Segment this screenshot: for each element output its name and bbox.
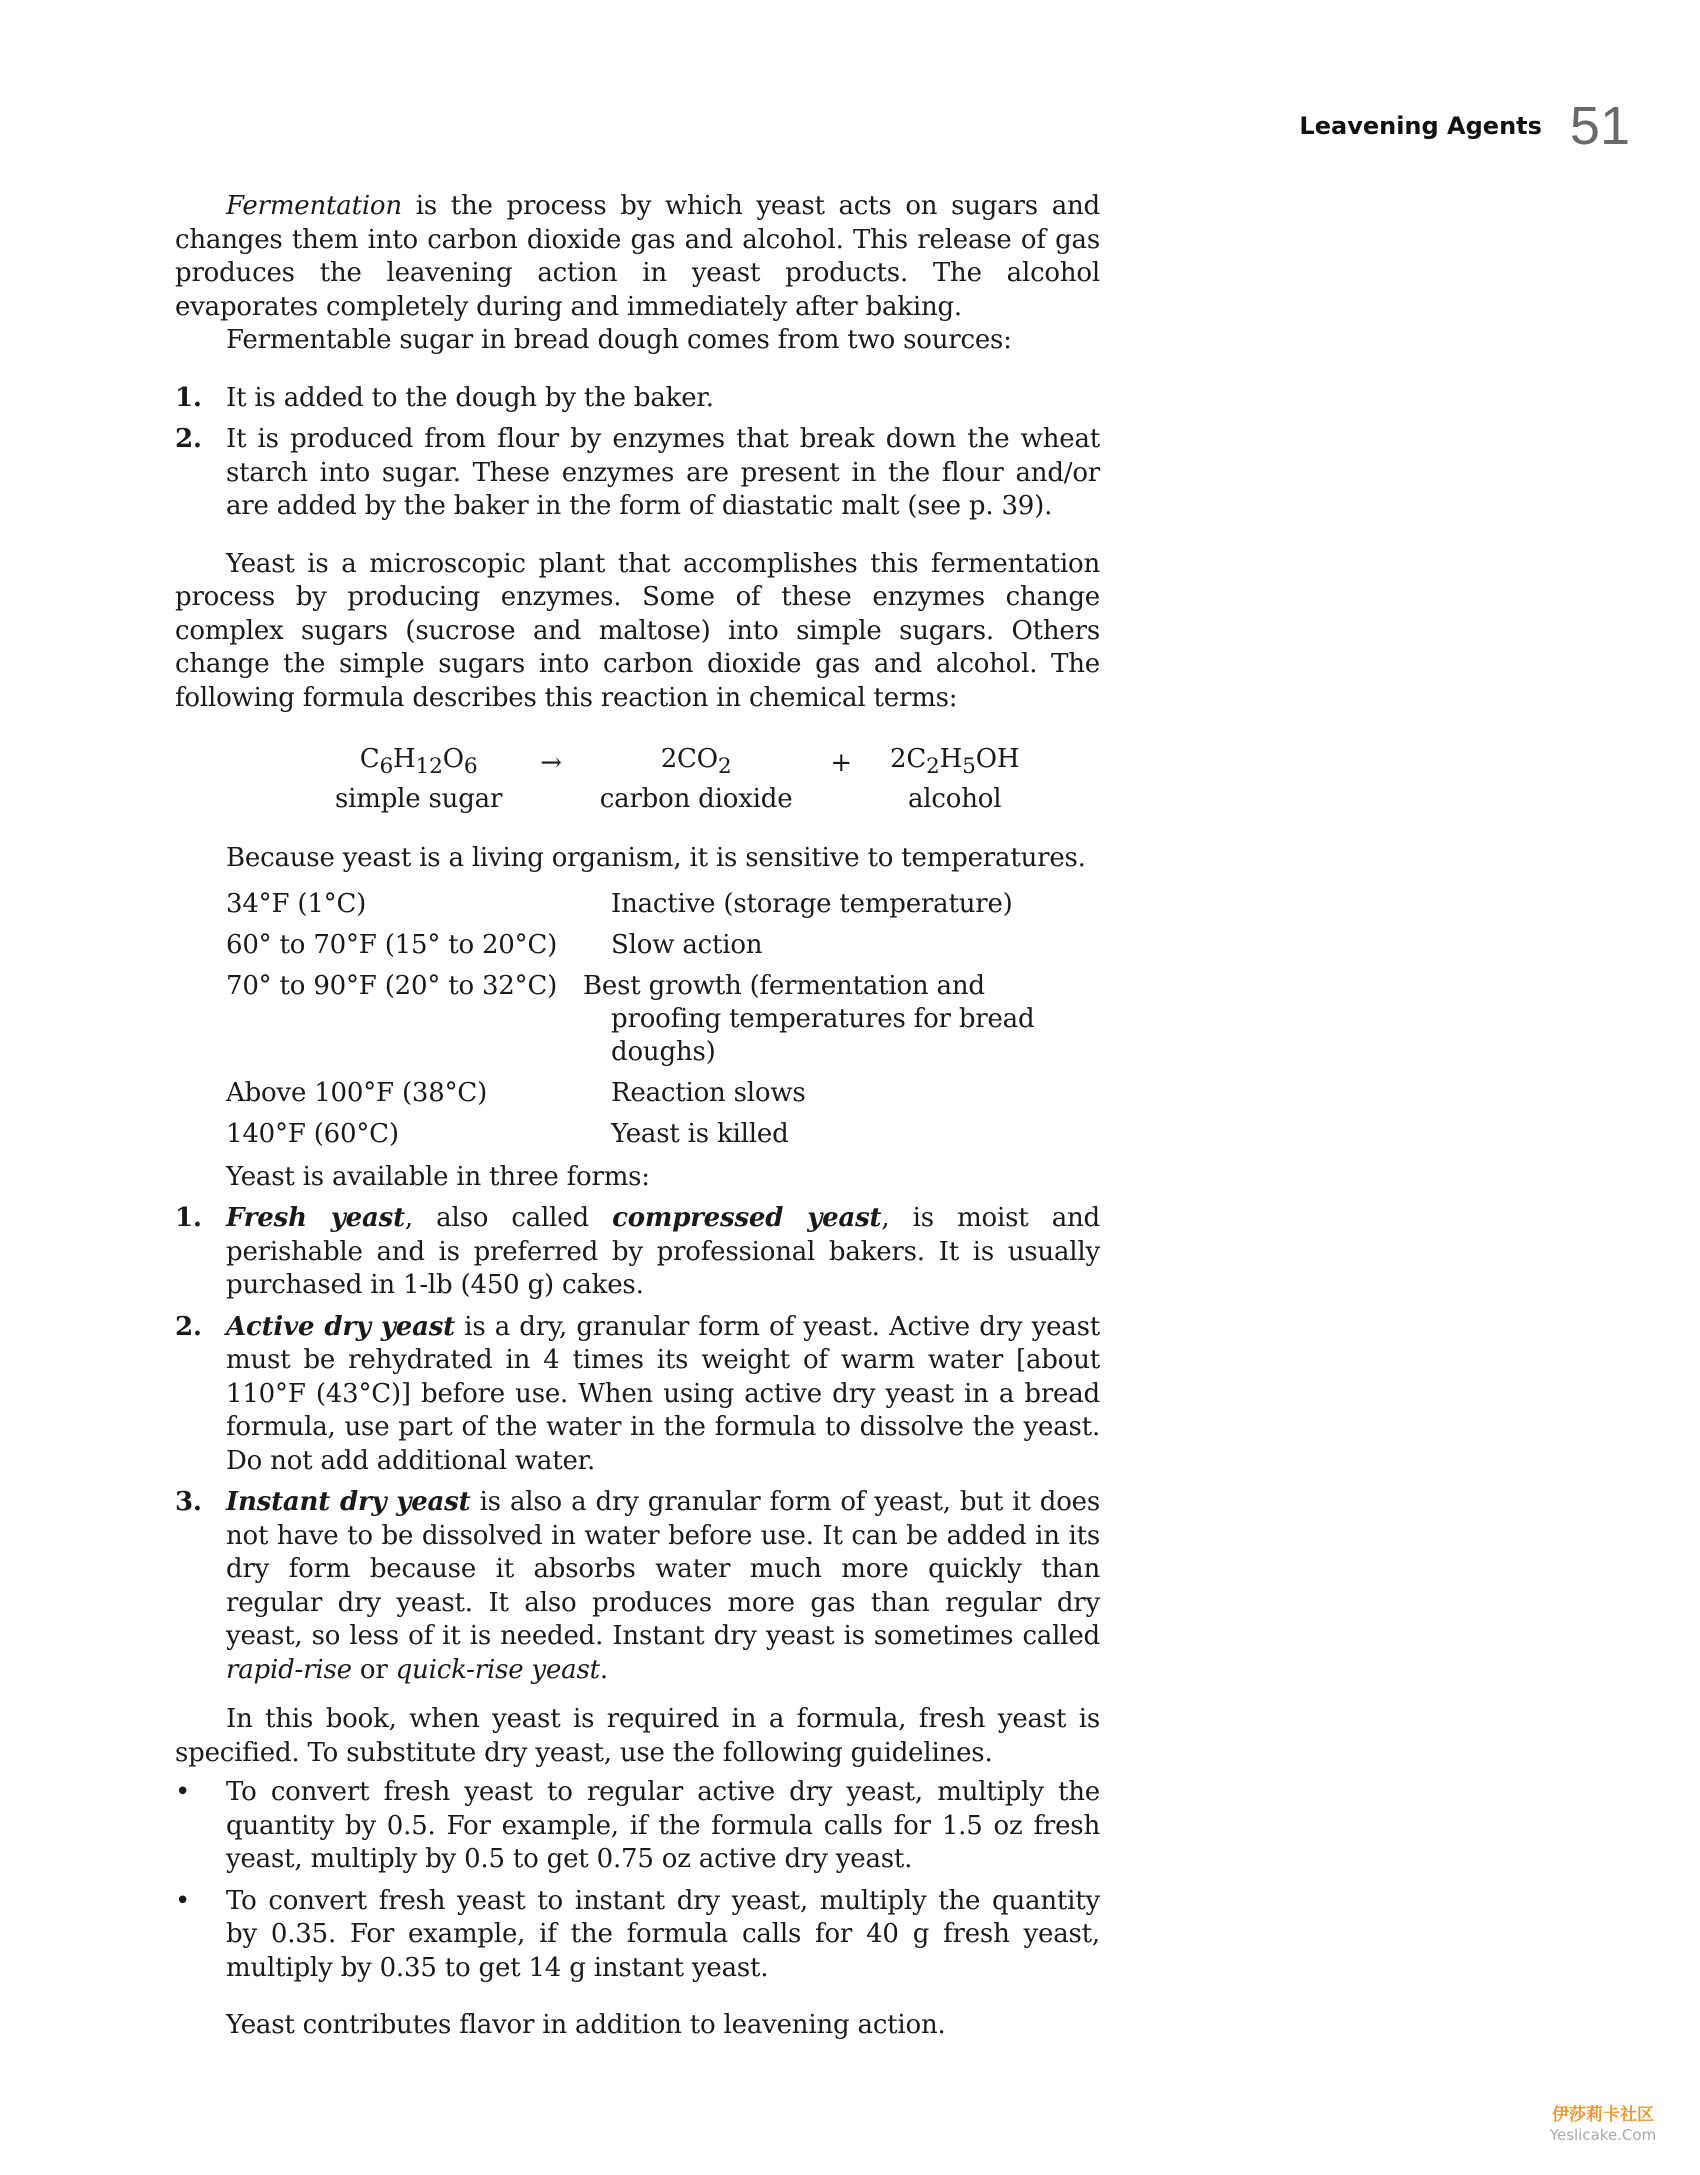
guidelines-list [175, 1776, 1100, 1985]
product2-label: alcohol [907, 784, 1002, 815]
list-item: 1. It is added to the dough by the baker. [175, 382, 1100, 416]
list-item: • To convert fresh yeast to instant dry yeast, multiply the quantity by 0.35. For example, if the formula calls for 40 g fresh yeast, multiply by 0.35 to get 14 g instant yeast. [175, 1885, 1100, 1986]
table-row [226, 1114, 1100, 1155]
table-row [226, 966, 1100, 1073]
bullet-icon: • [175, 1777, 191, 1808]
description-cell: Inactive (storage temperature) [611, 888, 1013, 919]
list-number: 2. [175, 424, 202, 454]
co2-formula: $2CO_2$ [660, 744, 732, 780]
bullet-icon: • [175, 1885, 191, 1916]
list-item: 1. Fresh yeast, also called compressed yeast, is moist and perishable and is preferred by professional bakers. It is usually purchased in 1-lb (450 g) cakes. [175, 1202, 1100, 1303]
temperature-intro: Because yeast is a living organism, it is sensitive to temperatures. [226, 843, 1086, 874]
watermark-line2: Yeslicake.Com [1549, 2126, 1657, 2144]
watermark-line1: 伊莎莉卡社区 [1552, 2105, 1654, 2125]
description-cell: Best growth (fermentation and proofing temperatures for bread doughs) [583, 970, 1035, 1067]
chemical-formula [315, 743, 1039, 816]
fermentation-paragraph: Fermentation is the process by which yeast acts on sugars and changes them into carbon dioxide gas and alcohol. This release of gas produces the leavening action in yeast products. The alcohol evaporates completely during and immediately after baking. [175, 191, 1100, 322]
temperature-cell: 34°F (1°C) [226, 888, 367, 919]
flavor-paragraph: Yeast contributes flavor in addition to leavening action. [226, 2010, 946, 2041]
substitution-paragraph: In this book, when yeast is required in a formula, fresh yeast is specified. To substitute dry yeast, use the following guidelines. [175, 1704, 1100, 1768]
sugar-sources-intro: Fermentable sugar in bread dough comes from two sources: [226, 325, 1012, 355]
yeast-forms-intro: Yeast is available in three forms: [226, 1161, 650, 1192]
watermark [1528, 2104, 1678, 2145]
page-body [175, 190, 1100, 2043]
description-cell: Reaction slows [611, 1077, 806, 1108]
page-number: 51 [1569, 96, 1630, 156]
temperature-table [226, 884, 1100, 1155]
yeast-forms-list [175, 1202, 1100, 1687]
list-item: • To convert fresh yeast to regular active dry yeast, multiply the quantity by 0.5. For example, if the formula calls for 1.5 oz fresh yeast, multiply by 0.5 to get 0.75 oz active dry yeast. [175, 1776, 1100, 1877]
list-item: 2. Active dry yeast is a dry, granular form of yeast. Active dry yeast must be rehydrated in 4 times its weight of warm water [about 110°F (43°C)] before use. When using active dry yeast in a bread formula, use part of the water in the formula to dissolve the yeast. Do not add additional water. [175, 1311, 1100, 1479]
yeast-paragraph: Yeast is a microscopic plant that accomplishes this fermentation process by producing enzymes. Some of these enzymes change complex sugars (sucrose and maltose) into simple sugars. Others change the simple sugars into carbon dioxide gas and alcohol. The following formula describes this reaction in chemical terms: [175, 548, 1100, 713]
temperature-cell: 60° to 70°F (15° to 20°C) [226, 929, 558, 960]
compressed-yeast-term: compressed yeast [612, 1203, 882, 1234]
list-item: 2. It is produced from flour by enzymes that break down the wheat starch into sugar. These enzymes are present in the flour and/or are added by the baker in the form of diastatic malt (see p. 39). [175, 423, 1100, 524]
list-number: 1. [175, 382, 202, 413]
list-number: 1. [175, 1203, 202, 1234]
list-number: 3. [175, 1487, 202, 1518]
plus-sign: + [830, 747, 852, 778]
sugar-sources-list [175, 382, 1100, 524]
temperature-cell: 140°F (60°C) [226, 1118, 399, 1149]
list-item: 3. Instant dry yeast is also a dry granular form of yeast, but it does not have to be dissolved in water before use. It can be added in its dry form because it absorbs water much more quickly than regular dry yeast. It also produces more gas than regular dry yeast, so less of it is needed. Instant dry yeast is sometimes called rapid-rise or quick-rise yeast. [175, 1486, 1100, 1687]
table-row [226, 884, 1100, 925]
page-header [930, 96, 1630, 156]
reaction-arrow: → [540, 747, 562, 778]
product1-label: carbon dioxide [599, 784, 793, 815]
temperature-cell: 70° to 90°F (20° to 32°C) [226, 970, 558, 1001]
fresh-yeast-term: Fresh yeast [226, 1203, 405, 1234]
description-cell: Yeast is killed [611, 1118, 789, 1149]
instant-dry-yeast-term: Instant dry yeast [226, 1487, 471, 1518]
formula-labels-row [315, 783, 1039, 816]
description-cell: Slow action [611, 929, 763, 960]
list-number: 2. [175, 1311, 202, 1342]
table-row [226, 1073, 1100, 1114]
ethanol-formula: $2C_2H_5OH$ [890, 744, 1020, 780]
reactant-label: simple sugar [335, 784, 503, 815]
active-dry-yeast-term: Active dry yeast [226, 1311, 455, 1342]
glucose-formula: $C_6H_{12}O_6$ [359, 744, 478, 780]
temperature-cell: Above 100°F (38°C) [226, 1077, 488, 1108]
table-row [226, 925, 1100, 966]
formula-row [315, 743, 1039, 783]
running-head-title: Leavening Agents [1299, 112, 1542, 140]
fermentation-term: Fermentation [226, 191, 402, 221]
